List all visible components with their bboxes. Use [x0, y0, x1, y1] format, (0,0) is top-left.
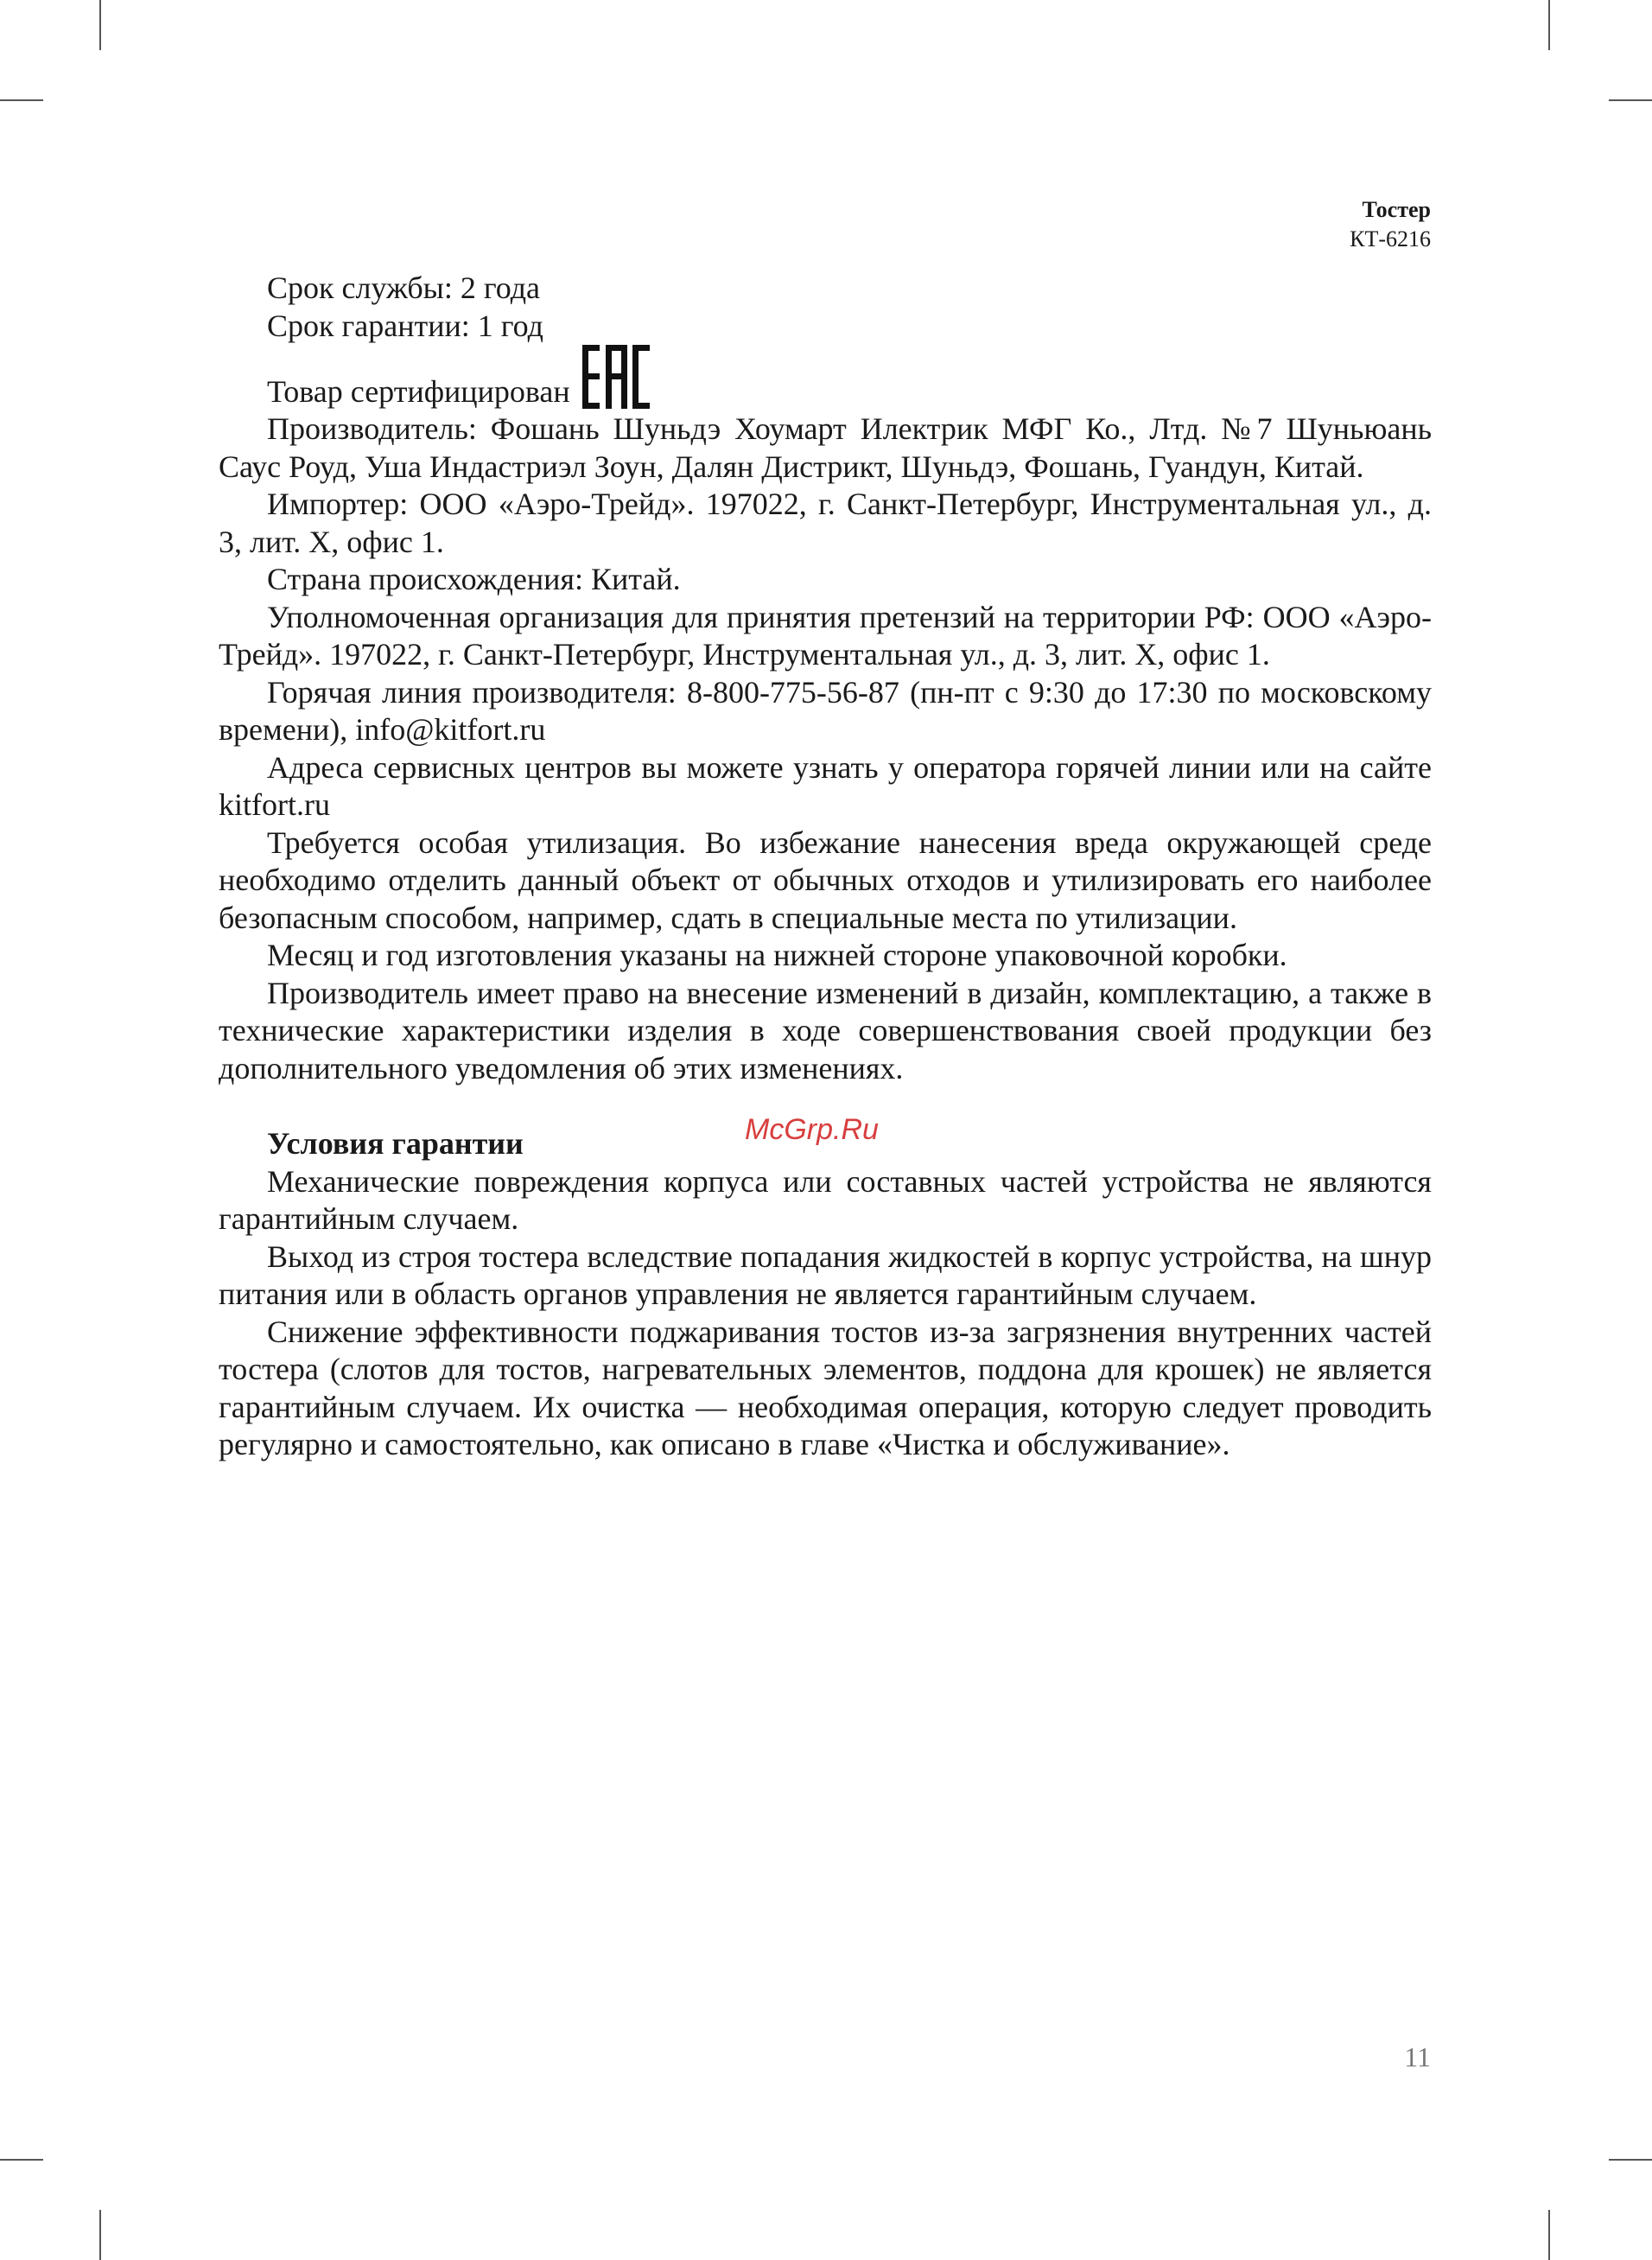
warranty-title: Условия гарантии	[267, 1126, 524, 1161]
crop-mark	[1548, 2210, 1550, 2260]
eac-mark-icon	[582, 345, 650, 409]
crop-mark	[0, 2159, 43, 2161]
page-number: 11	[1404, 2041, 1431, 2072]
crop-mark	[1609, 2159, 1652, 2161]
product-title: Тостер	[1362, 197, 1431, 222]
hotline: Горячая линия производителя: 8-800-775-56-87 (пн-пт с 9:30 до 17:30 по московскому времени), info@kitfort.ru	[219, 674, 1432, 747]
crop-mark	[1609, 99, 1652, 101]
origin-country: Страна происхождения: Китай.	[267, 562, 681, 596]
service-centers: Адреса сервисных центров вы можете узнать у оператора горячей линии или на сайте kitfort.ru	[219, 749, 1432, 822]
product-model: КТ-6216	[1350, 226, 1431, 251]
importer: Импортер: ООО «Аэро-Трейд». 197022, г. Санкт-Петербург, Инструментальная ул., д. 3, лит. Х, офис 1.	[219, 487, 1432, 559]
crop-mark	[0, 99, 43, 101]
changes-notice: Производитель имеет право на внесение изменений в дизайн, комплектацию, а также в технические характеристики изделия в ходе совершенствования своей продукции без дополнительного уведомления об этих изменениях.	[219, 975, 1432, 1085]
warranty-paragraph: Снижение эффективности поджаривания тостов из-за загрязнения внутренних частей тостера (слотов для тостов, нагревательных элементов, поддона для крошек) не является гарантийным случаем. Их очистка — необходимая операция, которую следует проводить регулярно и самостоятельно, как описано в главе «Чистка и обслуживание».	[219, 1314, 1432, 1461]
manufacture-date: Месяц и год изготовления указаны на нижней стороне упаковочной коробки.	[267, 938, 1287, 972]
service-life: Срок службы: 2 года	[267, 271, 541, 305]
watermark: McGrp.Ru	[745, 1113, 879, 1146]
authorized-organization: Уполномоченная организация для принятия претензий на территории РФ: ООО «Аэро-Трейд». 197022, г. Санкт-Петербург, Инструментальная ул., д. 3, лит. Х, офис 1.	[219, 599, 1432, 672]
warranty-paragraph: Механические повреждения корпуса или составных частей устройства не являются гарантийным случаем.	[219, 1163, 1432, 1236]
manufacturer: Производитель: Фошань Шуньдэ Хоумарт Илектрик МФГ Ко., Лтд. №7 Шуньюань Саус Роуд, Уша Индастриэл Зоун, Далян Дистрикт, Шуньдэ, Фошань, Гуандун, Китай.	[219, 411, 1432, 484]
page-header	[1350, 195, 1431, 254]
crop-mark	[1548, 0, 1550, 50]
document-body	[219, 270, 1432, 1464]
certified-text: Товар сертифицирован	[267, 373, 570, 409]
disposal-notice: Требуется особая утилизация. Во избежание нанесения вреда окружающей среде необходимо отделить данный объект от обычных отходов и утилизировать его наиболее безопасным способом, например, сдать в специальные места по утилизации.	[219, 824, 1432, 935]
certified-line	[219, 345, 1432, 411]
crop-mark	[99, 0, 101, 50]
warranty-period: Срок гарантии: 1 год	[267, 308, 543, 343]
warranty-paragraph: Выход из строя тостера вследствие попадания жидкостей в корпус устройства, на шнур питания или в область органов управления не является гарантийным случаем.	[219, 1238, 1432, 1311]
crop-mark	[99, 2210, 101, 2260]
